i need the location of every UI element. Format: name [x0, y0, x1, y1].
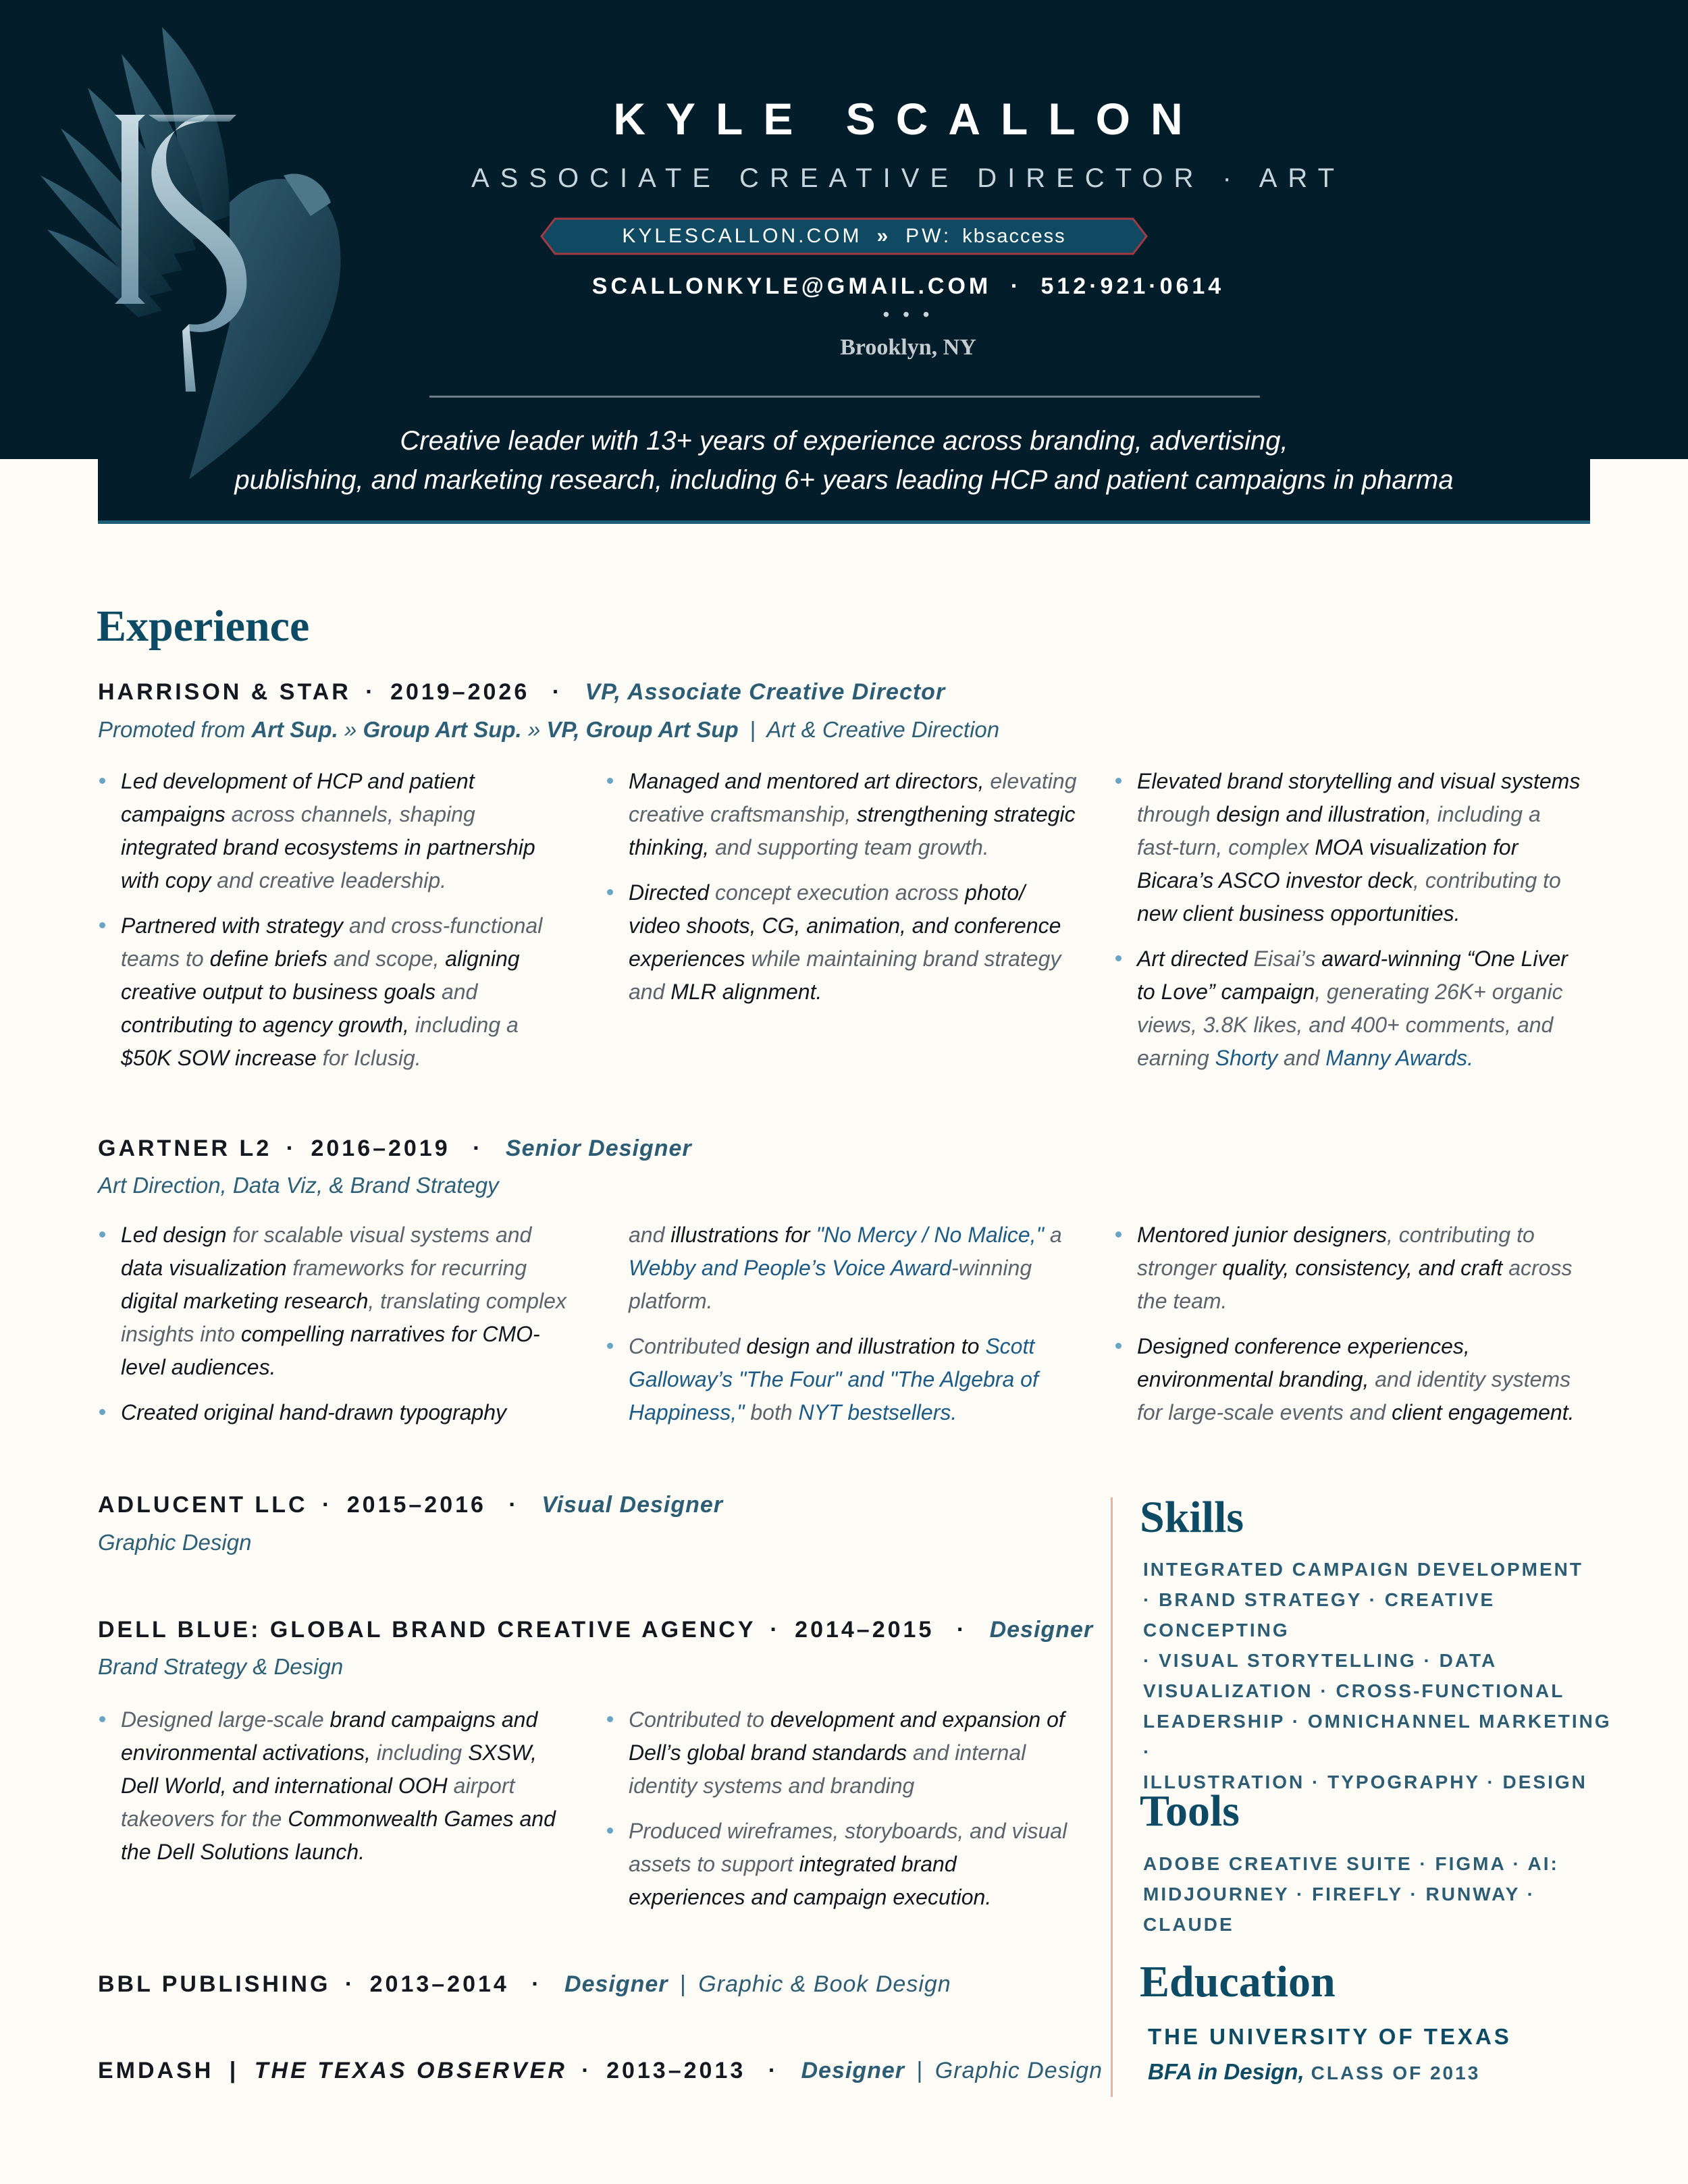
- education-degree: BFA in Design,: [1148, 2059, 1304, 2084]
- tools-line: ADOBE CREATIVE SUITE · FIGMA · AI:: [1143, 1853, 1559, 1874]
- sep-dot: ·: [770, 1617, 781, 1643]
- education-school: THE UNIVERSITY OF TEXAS: [1148, 2024, 1512, 2049]
- role-bar: |: [916, 2058, 924, 2083]
- education-class: CLASS OF 2013: [1311, 2062, 1481, 2083]
- job-emdash-header: [98, 2058, 1103, 2084]
- job-gartner-header: [98, 1136, 692, 1162]
- job-dell-header: [98, 1617, 1093, 1643]
- job-role: Visual Designer: [542, 1492, 724, 1518]
- sep-dot: ·: [581, 2058, 592, 2083]
- bullet-item: Designed large-scale brand campaigns and environmental activations, including SXSW, Dell World, and international OOH airport takeovers for the Commonwealth Games and the Dell Solutions launch.: [98, 1703, 571, 1869]
- job-role: VP, Associate Creative Director: [585, 679, 946, 705]
- education-heading: Education: [1140, 1957, 1336, 2006]
- job-dell-col-1: [98, 1703, 571, 1881]
- bullet-item: Led development of HCP and patient campaigns across channels, shaping integrated brand ecosystems in partnership with copy and creative leadership.: [98, 765, 571, 897]
- company-name: ADLUCENT LLC: [98, 1492, 308, 1518]
- bullet-item: Created original hand-drawn typography: [98, 1396, 571, 1429]
- sep-dot: ·: [344, 1971, 356, 1997]
- job-dates: 2014–2015: [795, 1617, 934, 1643]
- contact-line: [0, 273, 1688, 300]
- experience-heading: Experience: [97, 602, 310, 651]
- skills-line: INTEGRATED CAMPAIGN DEVELOPMENT: [1143, 1559, 1583, 1580]
- skills-heading: Skills: [1140, 1493, 1244, 1542]
- bullet-item: Contributed design and illustration to Scott Galloway’s "The Four" and "The Algebra of Happiness," both NYT bestsellers.: [606, 1330, 1078, 1429]
- job-adlucent-subline: Graphic Design: [98, 1530, 252, 1555]
- candidate-title: ASSOCIATE CREATIVE DIRECTOR · ART: [471, 163, 1346, 193]
- job-bbl-header: [98, 1971, 951, 1998]
- job-subtitle: Graphic Design: [934, 2058, 1103, 2083]
- company-name: DELL BLUE: GLOBAL BRAND CREATIVE AGENCY: [98, 1617, 756, 1643]
- bullet-item: Partnered with strategy and cross-functional teams to define briefs and scope, aligning creative output to business goals and contributing to agency growth, including a $50K SOW increase for Iclusig.: [98, 909, 571, 1075]
- contact-separator: ·: [1010, 273, 1022, 299]
- company-name: BBL PUBLISHING: [98, 1971, 331, 1997]
- bullet-item: Elevated brand storytelling and visual systems through design and illustration, including a fast-turn, complex MOA visualization for Bicara’s ASCO investor deck, contributing to new client business opportunities.: [1114, 765, 1587, 930]
- summary: [0, 421, 1688, 500]
- candidate-name: KYLE SCALLON: [613, 94, 1203, 144]
- header-dots: • • •: [882, 304, 934, 325]
- location: Brooklyn, NY: [840, 335, 976, 360]
- header-divider: [429, 396, 1260, 398]
- sep-dot: ·: [508, 1492, 519, 1518]
- job-harrison-header: [98, 679, 945, 705]
- sep-dot: ·: [531, 1971, 542, 1997]
- job-gartner-col-2: [606, 1219, 1078, 1441]
- skills-line: ILLUSTRATION · TYPOGRAPHY · DESIGN: [1143, 1772, 1587, 1792]
- bullet-continuation: and illustrations for "No Mercy / No Malice," a Webby and People’s Voice Award-winning platform.: [629, 1223, 1062, 1313]
- job-gartner-col-3: [1114, 1219, 1587, 1441]
- job-subtitle: Graphic & Book Design: [698, 1971, 951, 1997]
- sep-dot: ·: [768, 2058, 779, 2083]
- summary-line-2: publishing, and marketing research, including 6+ years leading HCP and patient campaigns in pharma: [234, 465, 1454, 495]
- job-role: Senior Designer: [505, 1136, 692, 1161]
- sep-dot: ·: [286, 1136, 297, 1161]
- bullet-item: Directed concept execution across photo/ video shoots, CG, animation, and conference experiences while maintaining brand strategy and MLR alignment.: [606, 876, 1078, 1009]
- tools-list: [1143, 1848, 1616, 1940]
- sep-dot: ·: [365, 679, 376, 705]
- skills-line: VISUALIZATION · CROSS-FUNCTIONAL: [1143, 1680, 1565, 1701]
- job-dell-col-2: [606, 1703, 1078, 1926]
- job-harrison-col-2: [606, 765, 1078, 1021]
- job-harrison-subline: Promoted from Art Sup. » Group Art Sup. » VP, Group Art Sup | Art & Creative Direction: [98, 717, 1000, 742]
- skills-line: · BRAND STRATEGY · CREATIVE CONCEPTING: [1143, 1589, 1496, 1641]
- company-name: GARTNER L2: [98, 1136, 272, 1161]
- website-link[interactable]: KYLESCALLON.COM: [622, 225, 862, 247]
- password-value: kbsaccess: [962, 225, 1066, 247]
- company-name: HARRISON & STAR: [98, 679, 351, 705]
- skills-line: · VISUAL STORYTELLING · DATA: [1143, 1650, 1498, 1671]
- summary-line-1: Creative leader with 13+ years of experience across branding, advertising,: [400, 426, 1288, 456]
- skills-list: [1143, 1554, 1616, 1797]
- bullet-item: Mentored junior designers, contributing to stronger quality, consistency, and craft across the team.: [1114, 1219, 1587, 1318]
- bullet-item: Managed and mentored art directors, elevating creative craftsmanship, strengthening strategic thinking, and supporting team growth.: [606, 765, 1078, 864]
- job-dates: 2013–2014: [369, 1971, 509, 1997]
- sep-dot: ·: [473, 1136, 483, 1161]
- job-role: Designer: [564, 1971, 668, 1997]
- bullet-item: Contributed to development and expansion of Dell’s global brand standards and internal identity systems and branding: [606, 1703, 1078, 1803]
- sep-dot: ·: [956, 1617, 968, 1643]
- education-degree-line: [1148, 2059, 1480, 2085]
- job-dates: 2015–2016: [346, 1492, 486, 1518]
- company-bar: |: [229, 2058, 239, 2083]
- bullet-item: Produced wireframes, storyboards, and visual assets to support integrated brand experiences and campaign execution.: [606, 1815, 1078, 1914]
- job-harrison-col-1: [98, 765, 571, 1087]
- monogram-eagle-icon: [27, 14, 378, 486]
- phone-number[interactable]: 512·921·0614: [1040, 273, 1225, 299]
- tools-line: MIDJOURNEY · FIREFLY · RUNWAY · CLAUDE: [1143, 1884, 1536, 1935]
- website-sep: »: [876, 225, 891, 247]
- bullet-item: Designed conference experiences, environmental branding, and identity systems for large-scale events and client engagement.: [1114, 1330, 1587, 1429]
- email-link[interactable]: SCALLONKYLE@GMAIL.COM: [591, 273, 992, 299]
- bullet-item: Led design for scalable visual systems and data visualization frameworks for recurring digital marketing research, translating complex insights into compelling narratives for CMO-level audiences.: [98, 1219, 571, 1384]
- job-gartner-col-1: [98, 1219, 571, 1441]
- tools-heading: Tools: [1140, 1786, 1240, 1836]
- job-dates: 2013–2013: [606, 2058, 746, 2083]
- job-gartner-subline: Art Direction, Data Viz, & Brand Strategy: [98, 1173, 499, 1198]
- sidebar-divider: [1111, 1497, 1113, 2097]
- skills-line: LEADERSHIP · OMNICHANNEL MARKETING ·: [1143, 1711, 1612, 1762]
- company-italic: THE TEXAS OBSERVER: [254, 2058, 567, 2083]
- job-role: Designer: [989, 1617, 1094, 1643]
- website-pill[interactable]: [540, 217, 1148, 255]
- job-dates: 2016–2019: [311, 1136, 450, 1161]
- job-harrison-col-3: [1114, 765, 1587, 1087]
- sep-dot: ·: [552, 679, 563, 705]
- bullet-item: Art directed Eisai’s award-winning “One Liver to Love” campaign, generating 26K+ organic views, 3.8K likes, and 400+ comments, and earning Shorty and Manny Awards.: [1114, 942, 1587, 1075]
- job-adlucent-header: [98, 1492, 723, 1518]
- sep-dot: ·: [321, 1492, 333, 1518]
- role-bar: |: [680, 1971, 687, 1997]
- job-role: Designer: [801, 2058, 905, 2083]
- job-dates: 2019–2026: [390, 679, 530, 705]
- job-dell-subline: Brand Strategy & Design: [98, 1654, 344, 1679]
- password-label: PW:: [905, 225, 952, 247]
- company-name: EMDASH: [98, 2058, 214, 2083]
